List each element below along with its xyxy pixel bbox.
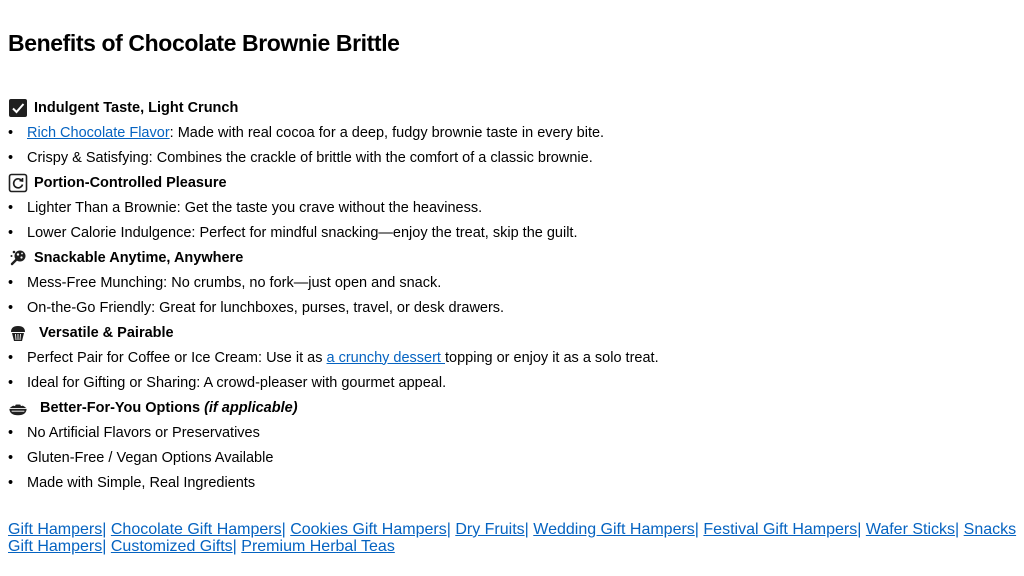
footer-link-gift-hampers[interactable]: Gift Hampers — [8, 521, 103, 538]
footer-link-chocolate-gift-hampers[interactable]: Chocolate Gift Hampers — [110, 521, 282, 538]
bullet-marker: • — [8, 149, 14, 166]
bullet-text: : Made with real cocoa for a deep, fudgy brownie taste in every bite. — [169, 124, 605, 141]
bullet-text: Gluten-Free / Vegan Options Available — [27, 449, 274, 466]
bullet-marker: • — [8, 199, 14, 216]
bullet-text: Mess-Free Munching: No crumbs, no fork—just open and snack. — [27, 274, 442, 291]
bullet-marker: • — [8, 474, 14, 491]
footer-link-dry-fruits[interactable]: Dry Fruits — [455, 521, 525, 538]
footer-link-customized-gifts[interactable]: Customized Gifts — [110, 538, 233, 555]
bullet-item — [8, 295, 1008, 320]
refresh-icon — [8, 173, 28, 193]
cookie-icon — [8, 248, 28, 268]
footer-separator: | — [955, 521, 964, 538]
bullet-text: Lower Calorie Indulgence: Perfect for mindful snacking—enjoy the treat, skip the guilt. — [27, 224, 578, 241]
section-heading-indulgent-taste — [8, 95, 1008, 120]
bullet-item — [8, 270, 1008, 295]
bullet-text: On-the-Go Friendly: Great for lunchboxes, purses, travel, or desk drawers. — [27, 299, 505, 316]
bullet-marker: • — [8, 424, 14, 441]
bullet-item — [8, 220, 1008, 245]
footer-separator: | — [446, 521, 456, 538]
benefits-list — [8, 95, 1008, 495]
footer-links — [8, 521, 1018, 555]
check-box-icon — [8, 98, 28, 118]
footer-link-wedding-gift-hampers[interactable]: Wedding Gift Hampers — [533, 521, 695, 538]
bullet-text: Crispy & Satisfying: Combines the crackle of brittle with the comfort of a classic brownie. — [27, 149, 593, 166]
bullet-item — [8, 345, 1008, 370]
bullet-marker: • — [8, 349, 14, 366]
section-heading-portion-controlled — [8, 170, 1008, 195]
footer-link-festival-gift-hampers[interactable]: Festival Gift Hampers — [703, 521, 858, 538]
bullet-text: topping or enjoy it as a solo treat. — [445, 349, 659, 366]
section-heading-better-for-you — [8, 395, 1008, 420]
bullet-item — [8, 470, 1008, 495]
section-heading-note: (if applicable) — [204, 399, 298, 416]
bullet-item — [8, 445, 1008, 470]
bullet-item — [8, 120, 1008, 145]
bullet-text: Perfect Pair for Coffee or Ice Cream: Use it as — [27, 349, 327, 366]
footer-separator: | — [857, 521, 866, 538]
bullet-item — [8, 145, 1008, 170]
footer-link-snacks-gift-hampers[interactable]: Snacks Gift Hampers — [8, 521, 1017, 555]
crunchy-dessert-link[interactable]: a crunchy dessert — [326, 349, 445, 366]
salad-bowl-icon — [8, 398, 28, 418]
section-heading-text: Better-For-You Options — [40, 399, 205, 416]
footer-separator: | — [694, 521, 704, 538]
section-heading-text: Indulgent Taste, Light Crunch — [34, 99, 239, 116]
footer-separator: | — [524, 521, 534, 538]
footer-link-premium-herbal-teas[interactable]: Premium Herbal Teas — [241, 538, 395, 555]
footer-separator: | — [102, 538, 111, 555]
bullet-item — [8, 195, 1008, 220]
footer-separator: | — [102, 521, 111, 538]
cupcake-icon — [8, 323, 28, 343]
section-heading-snackable — [8, 245, 1008, 270]
bullet-item — [8, 420, 1008, 445]
bullet-text: Made with Simple, Real Ingredients — [27, 474, 256, 491]
bullet-item — [8, 370, 1008, 395]
bullet-marker: • — [8, 274, 14, 291]
bullet-marker: • — [8, 449, 14, 466]
bullet-marker: • — [8, 299, 14, 316]
bullet-marker: • — [8, 374, 14, 391]
footer-separator: | — [232, 538, 242, 555]
section-heading-text: Portion-Controlled Pleasure — [34, 174, 227, 191]
section-heading-text: Snackable Anytime, Anywhere — [34, 249, 244, 266]
footer-link-cookies-gift-hampers[interactable]: Cookies Gift Hampers — [290, 521, 447, 538]
bullet-text: Lighter Than a Brownie: Get the taste you crave without the heaviness. — [27, 199, 483, 216]
bullet-marker: • — [8, 124, 14, 141]
rich-chocolate-flavor-link[interactable]: Rich Chocolate Flavor — [27, 124, 170, 141]
footer-link-wafer-sticks[interactable]: Wafer Sticks — [865, 521, 956, 538]
section-heading-versatile — [8, 320, 1008, 345]
page-title: Benefits of Chocolate Brownie Brittle — [8, 30, 400, 56]
section-heading-text: Versatile & Pairable — [39, 324, 174, 341]
footer-separator: | — [281, 521, 291, 538]
bullet-text: No Artificial Flavors or Preservatives — [27, 424, 260, 441]
bullet-text: Ideal for Gifting or Sharing: A crowd-pleaser with gourmet appeal. — [27, 374, 447, 391]
bullet-marker: • — [8, 224, 14, 241]
